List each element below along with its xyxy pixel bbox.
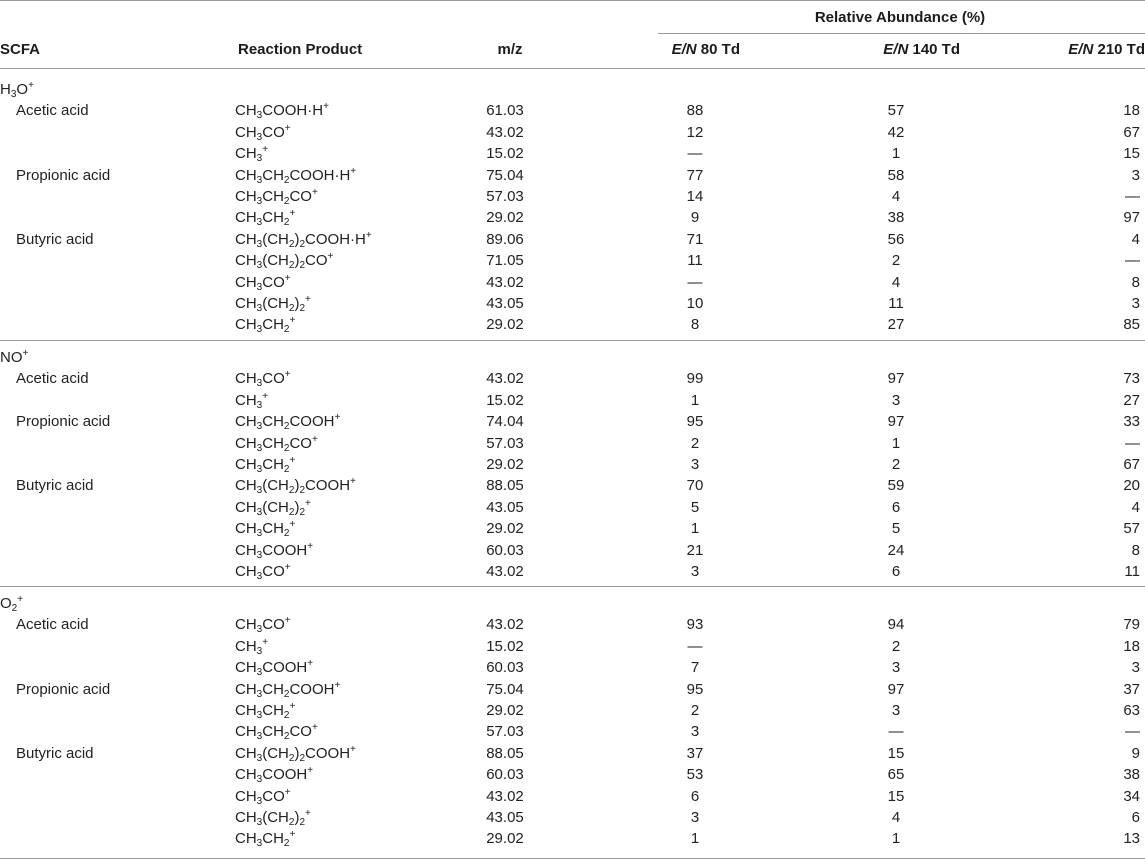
mz-cell: 29.02	[486, 520, 524, 538]
mz-cell: 15.02	[486, 145, 524, 163]
table-row	[0, 475, 1145, 496]
abundance-140-cell: 42	[887, 123, 905, 141]
abundance-210-cell: 20	[1123, 477, 1140, 495]
table-row	[0, 636, 1145, 657]
product-cell: $CH_3^+$	[235, 636, 269, 657]
mz-cell: 43.02	[486, 616, 524, 634]
header-relative-abundance: Relative Abundance (%)	[814, 9, 986, 26]
product-cell: $CH_3CO^+$	[235, 786, 291, 807]
product-cell: $CH_3CH_2^+$	[235, 315, 296, 336]
header-en-210	[1005, 40, 1145, 60]
mz-cell: 60.03	[486, 541, 524, 559]
abundance-80-cell: 9	[690, 209, 700, 227]
abundance-210-cell: 63	[1123, 702, 1140, 719]
product-cell: $CH_3(CH_2)_2^+$	[235, 497, 311, 518]
abundance-210-cell: 15	[1123, 145, 1140, 163]
abundance-210-cell: 4	[1131, 498, 1140, 516]
abundance-80-cell: 37	[686, 744, 704, 762]
abundance-80-cell: 2	[690, 434, 700, 452]
table-top-rule	[0, 0, 1145, 1]
mz-cell: 43.05	[486, 498, 524, 516]
product-cell: $CH_3COOH^+$	[235, 658, 314, 679]
mz-cell: 43.05	[486, 295, 524, 312]
table-row	[0, 143, 1145, 164]
reagent-ion-label: NO+	[0, 348, 29, 366]
abundance-210-cell: 38	[1123, 766, 1140, 784]
abundance-80-cell: —	[687, 145, 703, 163]
product-cell: $CH_3COOH\cdot H^+$	[235, 101, 329, 122]
product-cell: $CH_3COOH^+$	[235, 765, 314, 786]
table-row	[0, 807, 1145, 828]
abundance-210-cell: —	[1125, 434, 1140, 452]
abundance-210-cell: 18	[1123, 102, 1140, 120]
abundance-140-cell: 3	[891, 659, 901, 677]
header-en-210-unit: 210 Td	[1093, 41, 1145, 58]
table-row	[0, 207, 1145, 228]
product-cell: $CH_3(CH_2)_2CO^+$	[235, 251, 334, 272]
header-en-210-italic: E/N	[1068, 41, 1094, 58]
table-row	[0, 828, 1145, 849]
abundance-210-cell: 18	[1123, 637, 1140, 655]
abundance-80-cell: 14	[686, 188, 704, 205]
mz-cell: 88.05	[486, 744, 524, 762]
product-cell: $CH_3(CH_2)_2COOH^+$	[235, 476, 356, 497]
abundance-140-cell: 97	[887, 680, 905, 698]
mz-cell: 43.02	[486, 370, 524, 388]
product-cell: $CH_3CH_2^+$	[235, 455, 296, 475]
abundance-210-cell: 8	[1131, 273, 1140, 291]
abundance-210-cell: 34	[1123, 787, 1140, 805]
abundance-140-cell: 65	[887, 766, 905, 784]
product-cell: $CH_3CH_2COOH^+$	[235, 679, 341, 700]
mz-cell: 43.02	[486, 787, 524, 805]
abundance-80-cell: 2	[690, 702, 700, 719]
abundance-80-cell: 10	[686, 295, 704, 312]
abundance-140-cell: 1	[891, 830, 901, 848]
abundance-210-cell: 9	[1131, 744, 1140, 762]
abundance-210-cell: 3	[1131, 166, 1140, 184]
section-rule	[0, 340, 1145, 341]
table-row	[0, 368, 1145, 389]
mz-cell: 43.02	[486, 123, 524, 141]
mz-cell: 43.02	[486, 563, 524, 580]
mz-cell: 15.02	[486, 637, 524, 655]
abundance-140-cell: 58	[887, 166, 905, 184]
abundance-140-cell: 1	[891, 145, 901, 163]
reagent-ion-row	[0, 79, 1145, 100]
table-row	[0, 165, 1145, 186]
scfa-cell: Propionic acid	[16, 680, 111, 698]
abundance-80-cell: —	[687, 273, 703, 291]
abundance-210-cell: 67	[1123, 123, 1140, 141]
scfa-cell: Propionic acid	[16, 413, 111, 431]
abundance-210-cell: —	[1125, 188, 1140, 205]
scfa-cell: Butyric acid	[16, 744, 94, 762]
mz-cell: 43.02	[486, 273, 524, 291]
product-cell: $CH_3CH_2COOH^+$	[235, 412, 341, 433]
table-row	[0, 390, 1145, 411]
product-cell: $CH_3CH_2CO^+$	[235, 187, 318, 207]
abundance-140-cell: 4	[891, 273, 901, 291]
header-en-80	[640, 40, 740, 60]
abundance-80-cell: 7	[690, 659, 700, 677]
table-row	[0, 411, 1145, 432]
abundance-210-cell: 85	[1123, 316, 1140, 334]
table-row	[0, 293, 1145, 314]
abundance-80-cell: 3	[690, 456, 700, 473]
abundance-80-cell: 93	[686, 616, 704, 634]
abundance-210-cell: 8	[1131, 541, 1140, 559]
product-cell: $CH_3(CH_2)_2COOH\cdot H^+$	[235, 229, 372, 250]
section-rule	[0, 586, 1145, 587]
table-row	[0, 700, 1145, 721]
product-cell: $CH_3CH_2CO^+$	[235, 722, 318, 743]
header-mz: m/z	[497, 41, 523, 58]
table-row	[0, 679, 1145, 700]
abundance-210-cell: 4	[1131, 230, 1140, 248]
product-cell: $CH_3CH_2^+$	[235, 701, 296, 721]
mz-cell: 29.02	[486, 209, 524, 227]
abundance-140-cell: 27	[887, 316, 905, 334]
abundance-140-cell: 5	[891, 520, 901, 538]
mz-cell: 57.03	[486, 723, 524, 741]
abundance-140-cell: 4	[891, 809, 901, 826]
abundance-140-cell: 15	[887, 744, 905, 762]
table-row	[0, 721, 1145, 742]
mz-cell: 60.03	[486, 659, 524, 677]
abundance-210-cell: 67	[1123, 456, 1140, 473]
abundance-80-cell: 11	[687, 252, 703, 270]
mz-cell: 29.02	[486, 316, 524, 334]
mz-cell: 43.05	[486, 809, 524, 826]
mz-cell: 29.02	[486, 702, 524, 719]
table-row	[0, 764, 1145, 785]
abundance-210-cell: 11	[1124, 563, 1140, 580]
product-cell: $CH_3(CH_2)_2COOH^+$	[235, 743, 356, 764]
abundance-80-cell: 1	[690, 391, 700, 409]
abundance-210-cell: 33	[1123, 413, 1140, 431]
table-row	[0, 497, 1145, 518]
abundance-140-cell: 4	[891, 188, 901, 205]
product-cell: $CH_3CO^+$	[235, 369, 291, 390]
mz-cell: 61.03	[486, 102, 524, 120]
abundance-140-cell: 57	[887, 102, 905, 120]
abundance-80-cell: 12	[686, 123, 704, 141]
abundance-80-cell: 21	[686, 541, 704, 559]
abundance-80-cell: 1	[690, 830, 700, 848]
product-cell: $CH_3(CH_2)_2^+$	[235, 808, 311, 828]
header-en-140-unit: 140 Td	[908, 41, 960, 58]
header-en-80-italic: E/N	[671, 41, 697, 58]
table-row	[0, 229, 1145, 250]
header-bottom-rule	[0, 68, 1145, 69]
abundance-80-cell: 1	[690, 520, 700, 538]
abundance-140-cell: 2	[891, 252, 901, 270]
scfa-cell: Butyric acid	[16, 477, 94, 495]
abundance-210-cell: 6	[1131, 809, 1140, 826]
abundance-140-cell: 6	[891, 563, 901, 580]
mz-cell: 60.03	[486, 766, 524, 784]
mz-cell: 75.04	[486, 166, 524, 184]
abundance-80-cell: 53	[686, 766, 704, 784]
table-row	[0, 272, 1145, 293]
abundance-140-cell: 56	[887, 230, 905, 248]
mz-cell: 57.03	[486, 434, 524, 452]
table-row	[0, 540, 1145, 561]
abundance-210-cell: 37	[1123, 680, 1140, 698]
mz-cell: 29.02	[486, 456, 524, 473]
abundance-140-cell: 24	[887, 541, 905, 559]
abundance-210-cell: 73	[1123, 370, 1140, 388]
product-cell: $CH_3CH_2COOH\cdot H^+$	[235, 165, 357, 186]
table-row	[0, 186, 1145, 207]
table-row	[0, 314, 1145, 335]
abundance-210-cell: 79	[1123, 616, 1140, 634]
abundance-140-cell: 3	[891, 391, 901, 409]
header-en-140	[820, 40, 960, 60]
abundance-210-cell: —	[1125, 723, 1140, 741]
reagent-ion-label: $H_3O^+$	[0, 80, 34, 100]
abundance-140-cell: 38	[887, 209, 905, 227]
abundance-140-cell: 11	[888, 295, 904, 312]
abundance-210-cell: 27	[1123, 391, 1140, 409]
header-en-80-unit: 80 Td	[696, 41, 740, 58]
abundance-80-cell: 88	[686, 102, 704, 120]
scfa-cell: Acetic acid	[16, 102, 89, 120]
product-cell: $CH_3^+$	[235, 144, 269, 165]
scfa-cell: Propionic acid	[16, 166, 111, 184]
abundance-80-cell: 71	[686, 230, 704, 248]
abundance-210-cell: 97	[1123, 209, 1140, 227]
table-row	[0, 786, 1145, 807]
abundance-80-cell: 8	[690, 316, 700, 334]
product-cell: $CH_3(CH_2)_2^+$	[235, 294, 311, 314]
abundance-140-cell: 3	[891, 702, 901, 719]
abundance-80-cell: 99	[686, 370, 704, 388]
abundance-140-cell: 97	[887, 370, 905, 388]
abundance-210-cell: 3	[1131, 659, 1140, 677]
abundance-80-cell: 5	[690, 498, 700, 516]
reagent-ion-row	[0, 593, 1145, 614]
product-cell: $CH_3CH_2^+$	[235, 519, 296, 540]
scfa-cell: Acetic acid	[16, 616, 89, 634]
table-row	[0, 657, 1145, 678]
abundance-80-cell: —	[687, 637, 703, 655]
mz-cell: 89.06	[486, 230, 524, 248]
abundance-80-cell: 3	[690, 563, 700, 580]
table-row	[0, 100, 1145, 121]
table-row	[0, 250, 1145, 271]
table-row	[0, 743, 1145, 764]
header-group-rule	[658, 33, 1145, 34]
table-row	[0, 454, 1145, 475]
product-cell: $CH_3COOH^+$	[235, 540, 314, 561]
product-cell: $CH_3CO^+$	[235, 615, 291, 636]
product-cell: $CH_3CH_2CO^+$	[235, 433, 318, 454]
header-scfa: SCFA	[0, 41, 41, 58]
table-row	[0, 614, 1145, 635]
abundance-210-cell: 57	[1123, 520, 1140, 538]
abundance-210-cell: 3	[1131, 295, 1140, 312]
mz-cell: 57.03	[486, 188, 524, 205]
table-row	[0, 561, 1145, 582]
abundance-80-cell: 95	[686, 413, 704, 431]
abundance-80-cell: 6	[690, 787, 700, 805]
mz-cell: 75.04	[486, 680, 524, 698]
reagent-ion-row	[0, 347, 1145, 368]
product-cell: $CH_3CH_2^+$	[235, 829, 296, 850]
scfa-cell: Butyric acid	[16, 230, 94, 248]
abundance-210-cell: 13	[1123, 830, 1140, 848]
table-row	[0, 122, 1145, 143]
product-cell: $CH_3^+$	[235, 390, 269, 411]
scfa-cell: Acetic acid	[16, 370, 89, 388]
mz-cell: 15.02	[486, 391, 524, 409]
abundance-140-cell: 6	[891, 498, 901, 516]
reagent-ion-label: $O_2^+$	[0, 594, 24, 614]
product-cell: $CH_3CH_2^+$	[235, 208, 296, 229]
abundance-140-cell: 15	[887, 787, 905, 805]
table-row	[0, 518, 1145, 539]
abundance-80-cell: 77	[686, 166, 704, 184]
abundance-80-cell: 3	[690, 809, 700, 826]
mz-cell: 71.05	[486, 252, 524, 270]
mz-cell: 88.05	[486, 477, 524, 495]
header-reaction-product: Reaction Product	[238, 41, 363, 58]
table-row	[0, 433, 1145, 454]
product-cell: $CH_3CO^+$	[235, 562, 291, 582]
abundance-140-cell: 2	[891, 637, 901, 655]
header-en-140-italic: E/N	[883, 41, 909, 58]
abundance-80-cell: 70	[686, 477, 704, 495]
abundance-140-cell: 2	[891, 456, 901, 473]
abundance-140-cell: 97	[887, 413, 905, 431]
abundance-80-cell: 3	[690, 723, 700, 741]
abundance-140-cell: —	[888, 723, 904, 741]
mz-cell: 74.04	[486, 413, 524, 431]
abundance-210-cell: —	[1125, 252, 1140, 270]
product-cell: $CH_3CO^+$	[235, 122, 291, 143]
abundance-140-cell: 59	[887, 477, 905, 495]
mz-cell: 29.02	[486, 830, 524, 848]
abundance-140-cell: 94	[887, 616, 905, 634]
abundance-140-cell: 1	[891, 434, 901, 452]
abundance-80-cell: 95	[686, 680, 704, 698]
product-cell: $CH_3CO^+$	[235, 272, 291, 293]
